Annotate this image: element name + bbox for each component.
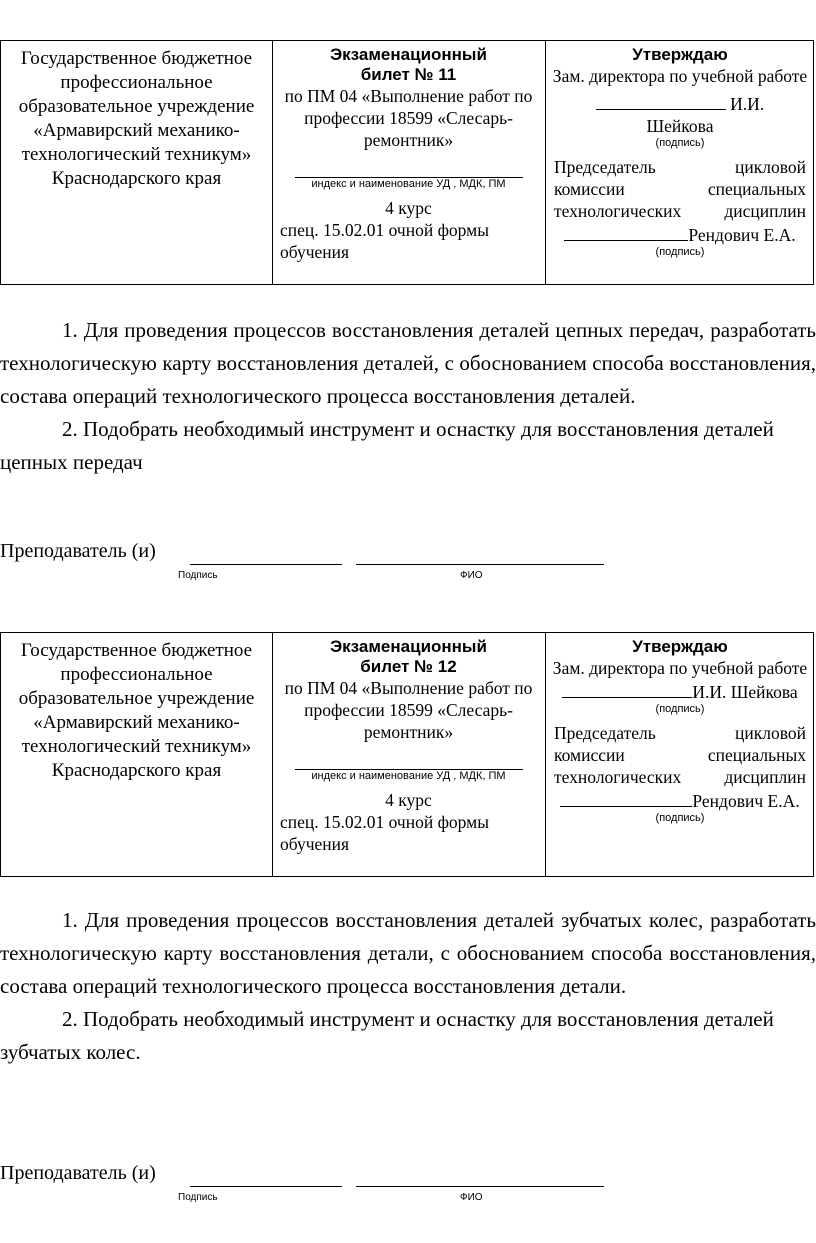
- approval-cell: [546, 41, 814, 284]
- deputy-title: Зам. директора по учебной работе: [552, 658, 808, 678]
- specialty: спец. 15.02.01 очной формы обучения: [280, 812, 490, 854]
- approve-title: Утверждаю: [632, 45, 728, 64]
- module-name: по ПМ 04 «Выполнение работ по профессии 18599 «Слесарь-ремонтник»: [284, 86, 533, 150]
- teacher-label: Преподаватель (и): [0, 540, 156, 562]
- ticket-info-cell: [272, 633, 546, 876]
- deputy-sign-caption: (подпись): [655, 137, 705, 149]
- teacher-signature-row: [0, 1162, 816, 1207]
- chair-signature: [546, 790, 814, 812]
- ticket-info-cell: [272, 41, 546, 284]
- ticket-title: Экзаменационный: [330, 45, 487, 64]
- chair-title: Председатель цикловой комиссии специальных технологических дисциплин: [554, 157, 806, 221]
- course: 4 курс: [385, 198, 432, 218]
- chair-signature: [546, 224, 814, 246]
- module-name: по ПМ 04 «Выполнение работ по профессии 18599 «Слесарь-ремонтник»: [284, 678, 533, 742]
- institution-name: Государственное бюджетное профессиональное образовательное учреждение «Армавирский механико-технологический техникум» Краснодарского края: [18, 48, 255, 189]
- ticket-number: билет № 11: [360, 65, 457, 84]
- approve-title: Утверждаю: [632, 637, 728, 656]
- ticket-tasks: [0, 314, 816, 479]
- deputy-name: И.И. Шейкова: [646, 94, 765, 136]
- fio-caption: ФИО: [460, 570, 483, 581]
- signature-caption: Подпись: [178, 1192, 218, 1203]
- specialty: спец. 15.02.01 очной формы обучения: [280, 220, 490, 262]
- teacher-label: Преподаватель (и): [0, 1162, 156, 1184]
- deputy-signature: [546, 93, 814, 137]
- deputy-name: И.И. Шейкова: [692, 682, 798, 702]
- signature-caption: Подпись: [178, 570, 218, 581]
- ticket-title: Экзаменационный: [330, 637, 487, 656]
- course: 4 курс: [385, 790, 432, 810]
- signature-line: [190, 1186, 342, 1187]
- index-caption: индекс и наименование УД , МДК, ПМ: [311, 178, 506, 190]
- chair-name: Рендович Е.А.: [688, 225, 796, 245]
- signature-line: [190, 564, 342, 565]
- task-1: 1. Для проведения процессов восстановления деталей зубчатых колес, разработать технологическую карту восстановления детали, с обоснованием способа восстановления, состава операций технологического процесса восстановления детали.: [0, 908, 816, 998]
- ticket-tasks: [0, 904, 816, 1069]
- task-1: 1. Для проведения процессов восстановления деталей цепных передач, разработать технологическую карту восстановления деталей, с обоснованием способа восстановления, состава операций технологического процесса восстановления деталей.: [0, 318, 816, 408]
- fio-caption: ФИО: [460, 1192, 483, 1203]
- ticket-header-table: [0, 632, 814, 877]
- deputy-sign-caption: (подпись): [655, 703, 705, 715]
- deputy-title: Зам. директора по учебной работе: [552, 66, 808, 86]
- fio-line: [356, 1186, 604, 1187]
- institution-cell: [1, 633, 273, 876]
- deputy-signature: [546, 681, 814, 703]
- fio-line: [356, 564, 604, 565]
- task-2: 2. Подобрать необходимый инструмент и оснастку для восстановления деталей зубчатых колес.: [0, 1007, 774, 1064]
- chair-title: Председатель цикловой комиссии специальных технологических дисциплин: [554, 723, 806, 787]
- institution-name: Государственное бюджетное профессиональное образовательное учреждение «Армавирский механико-технологический техникум» Краснодарского края: [18, 640, 255, 781]
- chair-sign-caption: (подпись): [655, 812, 705, 824]
- index-caption: индекс и наименование УД , МДК, ПМ: [311, 770, 506, 782]
- approval-cell: [546, 633, 814, 876]
- institution-cell: [1, 41, 273, 284]
- teacher-signature-row: [0, 540, 816, 585]
- chair-name: Рендович Е.А.: [692, 791, 800, 811]
- ticket-header-table: [0, 40, 814, 285]
- ticket-number: билет № 12: [360, 657, 457, 676]
- task-2: 2. Подобрать необходимый инструмент и оснастку для восстановления деталей цепных передач: [0, 417, 774, 474]
- chair-sign-caption: (подпись): [655, 246, 705, 258]
